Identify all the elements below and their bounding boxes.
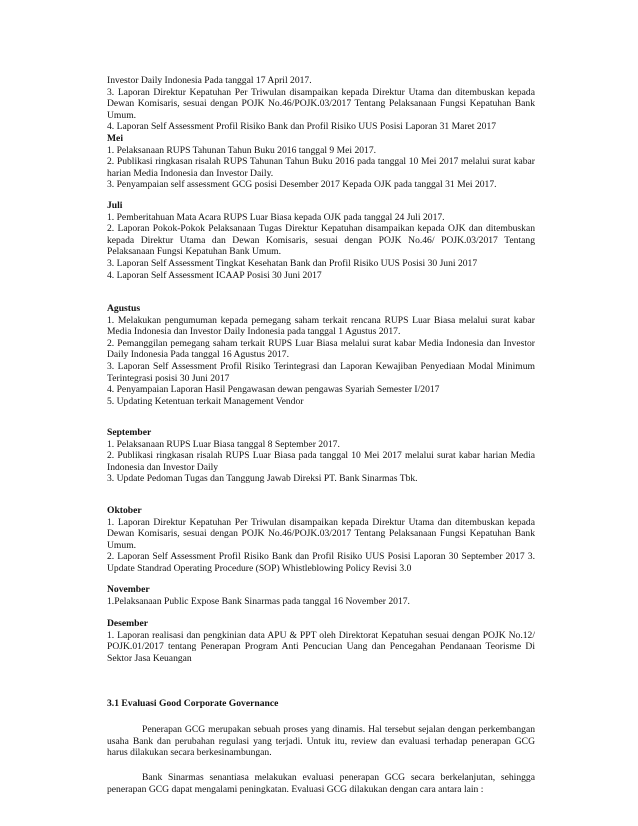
- month-heading: Desember: [107, 618, 149, 629]
- list-item: 1.Pelaksanaan Public Expose Bank Sinarmas pada tanggal 16 November 2017.: [107, 595, 410, 607]
- list-item: 3. Laporan Self Assessment Tingkat Kesehatan Bank dan Profil Risiko UUS Posisi 30 Juni 2017: [107, 257, 478, 269]
- intro-line: 4. Laporan Self Assessment Profil Risiko Bank dan Profil Risiko UUS Posisi Laporan 31 Maret 2017: [107, 121, 497, 133]
- section-mei: [107, 133, 535, 191]
- list-item: 1. Laporan Direktur Kepatuhan Per Triwulan disampaikan kepada Direktur Utama dan ditembuskan kepada Dewan Komisaris, sesuai dengan POJK No.46/POJK.03/2017 Tentang Pelaksanaan Fungsi Kepatuhan Bank Umum.: [107, 516, 535, 551]
- list-item: 4. Laporan Self Assessment ICAAP Posisi 30 Juni 2017: [107, 269, 322, 281]
- list-item: 1. Melakukan pengumuman kepada pemegang saham terkait rencana RUPS Luar Biasa melalui surat kabar Media Indonesia dan Investor Daily Indonesia pada tanggal 1 Agustus 2017.: [107, 314, 535, 338]
- intro-line: Investor Daily Indonesia Pada tanggal 17 April 2017.: [107, 75, 312, 86]
- month-heading: November: [107, 584, 150, 595]
- intro-line: 3. Laporan Direktur Kepatuhan Per Triwulan disampaikan kepada Direktur Utama dan ditembuskan kepada Dewan Komisaris, sesuai dengan POJK No.46/POJK.03/2017 Tentang Pelaksanaan Fungsi Kepatuhan Bank Umum.: [107, 86, 535, 121]
- section-september: [107, 427, 535, 485]
- paragraph-block: [107, 772, 535, 795]
- list-item: 1. Pelaksanaan RUPS Luar Biasa tanggal 8 September 2017.: [107, 438, 340, 450]
- list-item: 1. Pemberitahuan Mata Acara RUPS Luar Biasa kepada OJK pada tanggal 24 Juli 2017.: [107, 211, 445, 223]
- list-item: 4. Penyampaian Laporan Hasil Pengawasan dewan pengawas Syariah Semester I/2017: [107, 384, 440, 396]
- body-paragraph: Bank Sinarmas senantiasa melakukan evaluasi penerapan GCG secara berkelanjutan, sehingga penerapan GCG dapat mengalami peningkatan. Evaluasi GCG dilakukan dengan cara antara lain :: [107, 772, 535, 795]
- list-item: 3. Update Pedoman Tugas dan Tanggung Jawab Direksi PT. Bank Sinarmas Tbk.: [107, 473, 418, 485]
- list-item: 2. Laporan Pokok-Pokok Pelaksanaan Tugas Direktur Kepatuhan disampaikan kepada OJK dan ditembuskan kepada Direktur Utama dan Dewan Komisaris, sesuai dengan POJK No.46/ POJK.03/2017 Tentang Pelaksanaan Fungsi Kepatuhan Bank Umum.: [107, 223, 535, 258]
- section-juli: [107, 200, 535, 281]
- list-item: 1. Pelaksanaan RUPS Tahunan Tahun Buku 2016 tanggal 9 Mei 2017.: [107, 144, 377, 156]
- list-item: 5. Updating Ketentuan terkait Management Vendor: [107, 395, 304, 407]
- list-item: 1. Laporan realisasi dan pengkinian data APU & PPT oleh Direktorat Kepatuhan sesuai dengan POJK No.12/ POJK.01/2017 tentang Penerapan Program Anti Pencucian Uang dan Pencegahan Pendanaan Teorisme Di Sektor Jasa Keuangan: [107, 629, 535, 664]
- section-agustus: [107, 303, 535, 407]
- section-oktober: [107, 505, 535, 575]
- month-heading: Agustus: [107, 303, 141, 314]
- section-november: [107, 584, 535, 607]
- list-item: 2. Publikasi ringkasan risalah RUPS Tahunan Tahun Buku 2016 pada tanggal 10 Mei 2017 melalui surat kabar harian Media Indonesia dan Investor Daily.: [107, 156, 535, 179]
- section-desember: [107, 618, 535, 664]
- paragraph-block: [107, 724, 535, 759]
- section-heading: 3.1 Evaluasi Good Corporate Governance: [107, 698, 279, 709]
- month-heading: Oktober: [107, 505, 142, 516]
- list-item: 3. Laporan Self Assessment Profil Risiko Terintegrasi dan Laporan Kewajiban Penyediaan Modal Minimum Terintegrasi posisi 30 Juni 2017: [107, 360, 535, 384]
- section-evaluasi-gcg: [107, 698, 535, 710]
- month-heading: Juli: [107, 200, 123, 211]
- body-paragraph: Penerapan GCG merupakan sebuah proses yang dinamis. Hal tersebut sejalan dengan perkembangan usaha Bank dan perubahan regulasi yang terjadi. Untuk itu, review dan evaluasi terhadap penerapan GCG harus dilakukan secara berkesinambungan.: [107, 724, 535, 759]
- list-item: 2. Publikasi ringkasan risalah RUPS Luar Biasa pada tanggal 10 Mei 2017 melalui surat kabar harian Media Indonesia dan Investor Daily: [107, 450, 535, 473]
- month-heading: Mei: [107, 133, 123, 144]
- month-heading: September: [107, 427, 152, 438]
- list-item: 2. Laporan Self Assessment Profil Risiko Bank dan Profil Risiko UUS Posisi Laporan 30 September 2017 3. Update Standrad Operating Procedure (SOP) Whistleblowing Policy Revisi 3.0: [107, 551, 535, 574]
- intro-block: [107, 75, 535, 133]
- list-item: 2. Pemanggilan pemegang saham terkait RUPS Luar Biasa melalui surat kabar Media Indonesia dan Investor Daily Indonesia Pada tanggal 16 Agustus 2017.: [107, 337, 535, 361]
- list-item: 3. Penyampaian self assessment GCG posisi Desember 2017 Kepada OJK pada tanggal 31 Mei 2017.: [107, 179, 497, 191]
